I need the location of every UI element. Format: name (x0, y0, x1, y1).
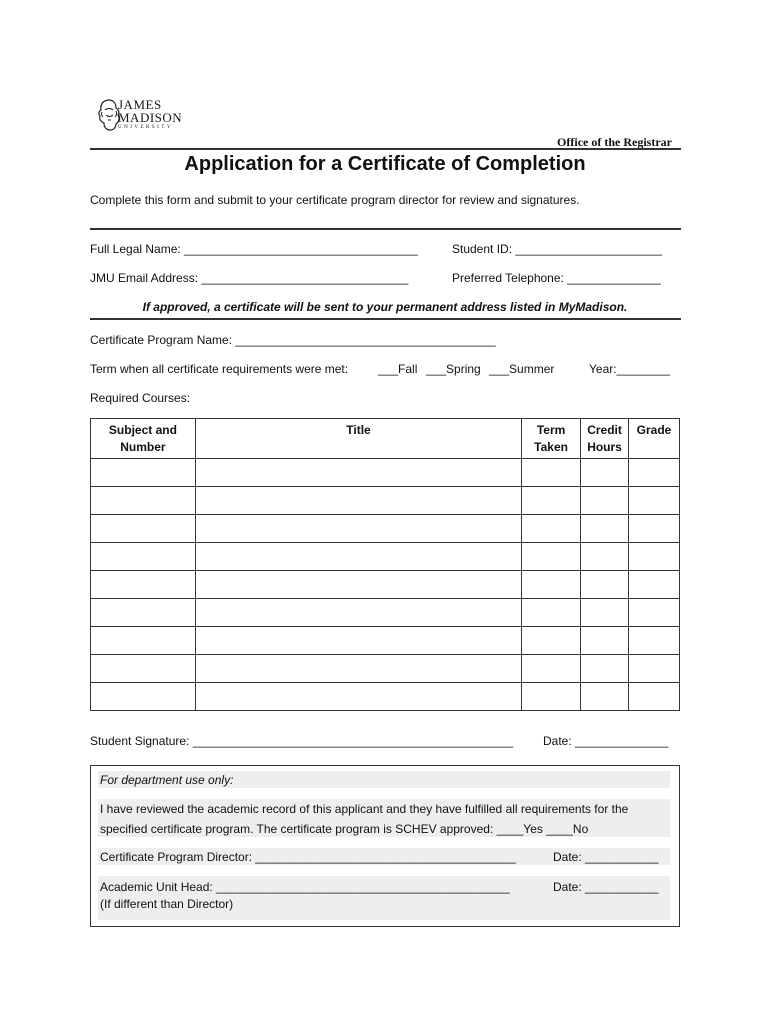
term-taken-header: Term Taken (522, 419, 581, 459)
grade-cell[interactable] (629, 515, 680, 543)
table-row (91, 515, 680, 543)
unit-head-date-field[interactable]: Date: ___________ (553, 880, 659, 894)
dept-heading: For department use only: (100, 773, 234, 787)
title-cell[interactable] (195, 459, 521, 487)
title-cell[interactable] (195, 487, 521, 515)
term-cell[interactable] (522, 627, 581, 655)
credit-cell[interactable] (581, 683, 629, 711)
subject-cell[interactable] (91, 655, 196, 683)
term-cell[interactable] (522, 487, 581, 515)
title-cell[interactable] (195, 515, 521, 543)
year-field[interactable]: Year:________ (589, 362, 670, 376)
table-row (91, 683, 680, 711)
grade-cell[interactable] (629, 627, 680, 655)
grade-cell[interactable] (629, 487, 680, 515)
term-label: Term when all certificate requirements were met: (90, 362, 349, 376)
email-field[interactable]: JMU Email Address: _______________________________ (90, 271, 409, 285)
credit-cell[interactable] (581, 515, 629, 543)
title-cell[interactable] (195, 655, 521, 683)
approval-note: If approved, a certificate will be sent to your permanent address listed in MyMadison. (142, 300, 628, 314)
term-fall-option[interactable]: ___Fall (378, 362, 418, 376)
table-row (91, 627, 680, 655)
dept-statement-line-2[interactable]: specified certificate program. The certificate program is SCHEV approved: ____Yes ____No (100, 822, 589, 836)
subject-header-line2: Number (120, 440, 166, 454)
subject-header-line1: Subject and (108, 423, 177, 437)
director-date-field[interactable]: Date: ___________ (553, 850, 659, 864)
unit-head-signature-field[interactable]: Academic Unit Head: ____________________________________________ (100, 880, 510, 894)
term-cell[interactable] (522, 543, 581, 571)
grade-cell[interactable] (629, 599, 680, 627)
dept-statement-line-1: I have reviewed the academic record of this applicant and they have fulfilled all requirements for the (100, 802, 629, 816)
courses-header-row (91, 419, 680, 459)
student-date-field[interactable]: Date: ______________ (543, 734, 669, 748)
page-title: Application for a Certificate of Completion (184, 153, 586, 175)
title-cell[interactable] (195, 571, 521, 599)
director-signature-field[interactable]: Certificate Program Director: _______________________________________ (100, 850, 516, 864)
table-row (91, 599, 680, 627)
term-cell[interactable] (522, 459, 581, 487)
credit-cell[interactable] (581, 627, 629, 655)
subject-cell[interactable] (91, 487, 196, 515)
grade-header: Grade (629, 419, 680, 459)
subject-number-header (91, 419, 196, 459)
telephone-field[interactable]: Preferred Telephone: ______________ (452, 271, 661, 285)
office-label: Office of the Registrar (557, 135, 672, 149)
credit-cell[interactable] (581, 543, 629, 571)
subject-cell[interactable] (91, 459, 196, 487)
student-id-field[interactable]: Student ID: ______________________ (452, 242, 663, 256)
term-spring-option[interactable]: ___Spring (426, 362, 481, 376)
header-rule (90, 148, 681, 150)
credit-cell[interactable] (581, 599, 629, 627)
title-cell[interactable] (195, 599, 521, 627)
grade-cell[interactable] (629, 459, 680, 487)
grade-cell[interactable] (629, 683, 680, 711)
credit-cell[interactable] (581, 655, 629, 683)
instructions: Complete this form and submit to your certificate program director for review and signatures. (90, 193, 580, 207)
credit-hours-header: Credit Hours (581, 419, 629, 459)
courses-table (90, 418, 680, 711)
grade-cell[interactable] (629, 655, 680, 683)
table-row (91, 487, 680, 515)
term-cell[interactable] (522, 683, 581, 711)
subject-cell[interactable] (91, 683, 196, 711)
term-cell[interactable] (522, 571, 581, 599)
subject-cell[interactable] (91, 515, 196, 543)
credit-cell[interactable] (581, 487, 629, 515)
term-cell[interactable] (522, 655, 581, 683)
term-cell[interactable] (522, 599, 581, 627)
logo-line-1: JAMES (118, 97, 162, 112)
logo-line-3: UNIVERSITY (118, 125, 173, 130)
full-name-field[interactable]: Full Legal Name: ___________________________________ (90, 242, 418, 256)
credit-cell[interactable] (581, 571, 629, 599)
term-cell[interactable] (522, 515, 581, 543)
subject-cell[interactable] (91, 627, 196, 655)
table-row (91, 543, 680, 571)
title-cell[interactable] (195, 627, 521, 655)
grade-cell[interactable] (629, 543, 680, 571)
program-name-field[interactable]: Certificate Program Name: _______________________________________ (90, 333, 496, 347)
table-row (91, 459, 680, 487)
section-rule-top (90, 228, 681, 230)
subject-cell[interactable] (91, 543, 196, 571)
unit-head-note: (If different than Director) (100, 897, 234, 911)
table-row (91, 655, 680, 683)
grade-cell[interactable] (629, 571, 680, 599)
subject-cell[interactable] (91, 599, 196, 627)
table-row (91, 571, 680, 599)
logo-line-2: MADISON (118, 110, 183, 125)
title-cell[interactable] (195, 543, 521, 571)
subject-cell[interactable] (91, 571, 196, 599)
title-cell[interactable] (195, 683, 521, 711)
jmu-logo (96, 96, 196, 138)
title-header: Title (195, 419, 521, 459)
term-summer-option[interactable]: ___Summer (489, 362, 555, 376)
required-courses-label: Required Courses: (90, 391, 191, 405)
department-use-box (90, 765, 680, 927)
credit-cell[interactable] (581, 459, 629, 487)
section-rule-bottom (90, 318, 681, 320)
student-signature-field[interactable]: Student Signature: ________________________________________________ (90, 734, 514, 748)
